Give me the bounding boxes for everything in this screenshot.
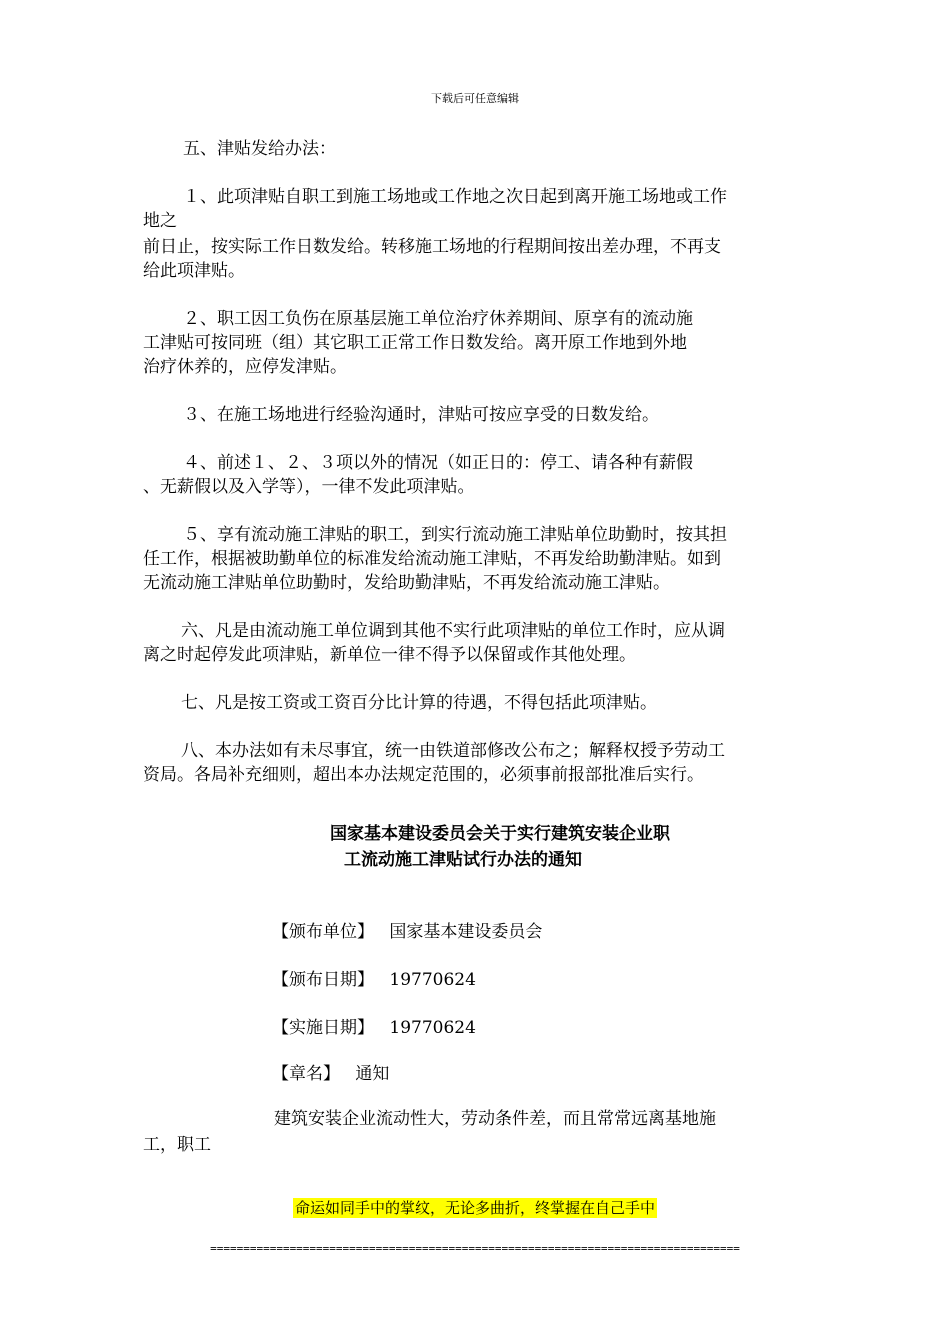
footer-divider: ================================================================================: [210, 1242, 740, 1255]
effective-date-row: [272, 1013, 476, 1038]
section-8-line-1: 八、本办法如有未尽事宜，统一由铁道部修改公布之；解释权授予劳动工: [181, 741, 725, 761]
issue-date-row: [272, 965, 476, 990]
chapter-label: 【章名】: [272, 1064, 340, 1084]
issuer-row: [272, 917, 542, 942]
item-5-1-line-1: １、此项津贴自职工到施工场地或工作地之次日起到离开施工场地或工作: [183, 187, 727, 207]
issuer-label: 【颁布单位】: [272, 922, 374, 942]
item-5-2-line-2: 工津贴可按同班（组）其它职工正常工作日数发给。离开原工作地到外地: [143, 333, 687, 353]
item-5-5-line-1: ５、享有流动施工津贴的职工，到实行流动施工津贴单位助勤时，按其担: [183, 525, 727, 545]
footer-motto-text: 命运如同手中的掌纹，无论多曲折，终掌握在自己手中: [294, 1199, 655, 1217]
item-5-2-line-3: 治疗休养的，应停发津贴。: [143, 357, 347, 377]
item-5-4-line-2: 、无薪假以及入学等），一律不发此项津贴。: [143, 477, 475, 497]
section-7-line-1: 七、凡是按工资或工资百分比计算的待遇，不得包括此项津贴。: [181, 693, 657, 713]
chapter-row: [272, 1059, 389, 1084]
issue-date-label: 【颁布日期】: [272, 970, 374, 990]
chapter-value: 通知: [355, 1064, 390, 1084]
item-5-4-line-1: ４、前述１、２、３项以外的情况（如正日的：停工、请各种有薪假: [183, 453, 693, 473]
item-5-2-line-1: ２、职工因工负伤在原基层施工单位治疗休养期间、原享有的流动施: [183, 309, 693, 329]
item-5-5-line-3: 无流动施工津贴单位助勤时，发给助勤津贴，不再发给流动施工津贴。: [143, 573, 670, 593]
section-8-line-2: 资局。各局补充细则，超出本办法规定范围的，必须事前报部批准后实行。: [143, 765, 704, 785]
item-5-1-line-2: 地之: [143, 211, 177, 231]
notice-title-line-2: 工流动施工津贴试行办法的通知: [344, 850, 582, 870]
item-5-1-line-4: 给此项津贴。: [143, 261, 245, 281]
item-5-3-line-1: ３、在施工场地进行经验沟通时，津贴可按应享受的日数发给。: [183, 405, 659, 425]
notice-title-line-1: 国家基本建设委员会关于实行建筑安装企业职: [330, 824, 670, 844]
item-5-1-line-3: 前日止，按实际工作日数发给。转移施工场地的行程期间按出差办理，不再支: [143, 237, 721, 257]
page-header-note: 下载后可任意编辑: [431, 92, 519, 105]
effective-date-label: 【实施日期】: [272, 1018, 374, 1038]
section-6-line-1: 六、凡是由流动施工单位调到其他不实行此项津贴的单位工作时，应从调: [181, 621, 725, 641]
footer-motto: [0, 1197, 950, 1218]
item-5-5-line-2: 任工作，根据被助勤单位的标准发给流动施工津贴，不再发给助勤津贴。如到: [143, 549, 721, 569]
issue-date-value: 19770624: [389, 970, 476, 990]
section-5-title: 五、津贴发给办法：: [183, 139, 336, 159]
notice-intro-line-2: 工，职工: [143, 1135, 211, 1155]
notice-intro-line-1: 建筑安装企业流动性大，劳动条件差，而且常常远离基地施: [274, 1109, 716, 1129]
section-6-line-2: 离之时起停发此项津贴，新单位一律不得予以保留或作其他处理。: [143, 645, 636, 665]
issuer-value: 国家基本建设委员会: [389, 922, 543, 942]
effective-date-value: 19770624: [389, 1018, 476, 1038]
